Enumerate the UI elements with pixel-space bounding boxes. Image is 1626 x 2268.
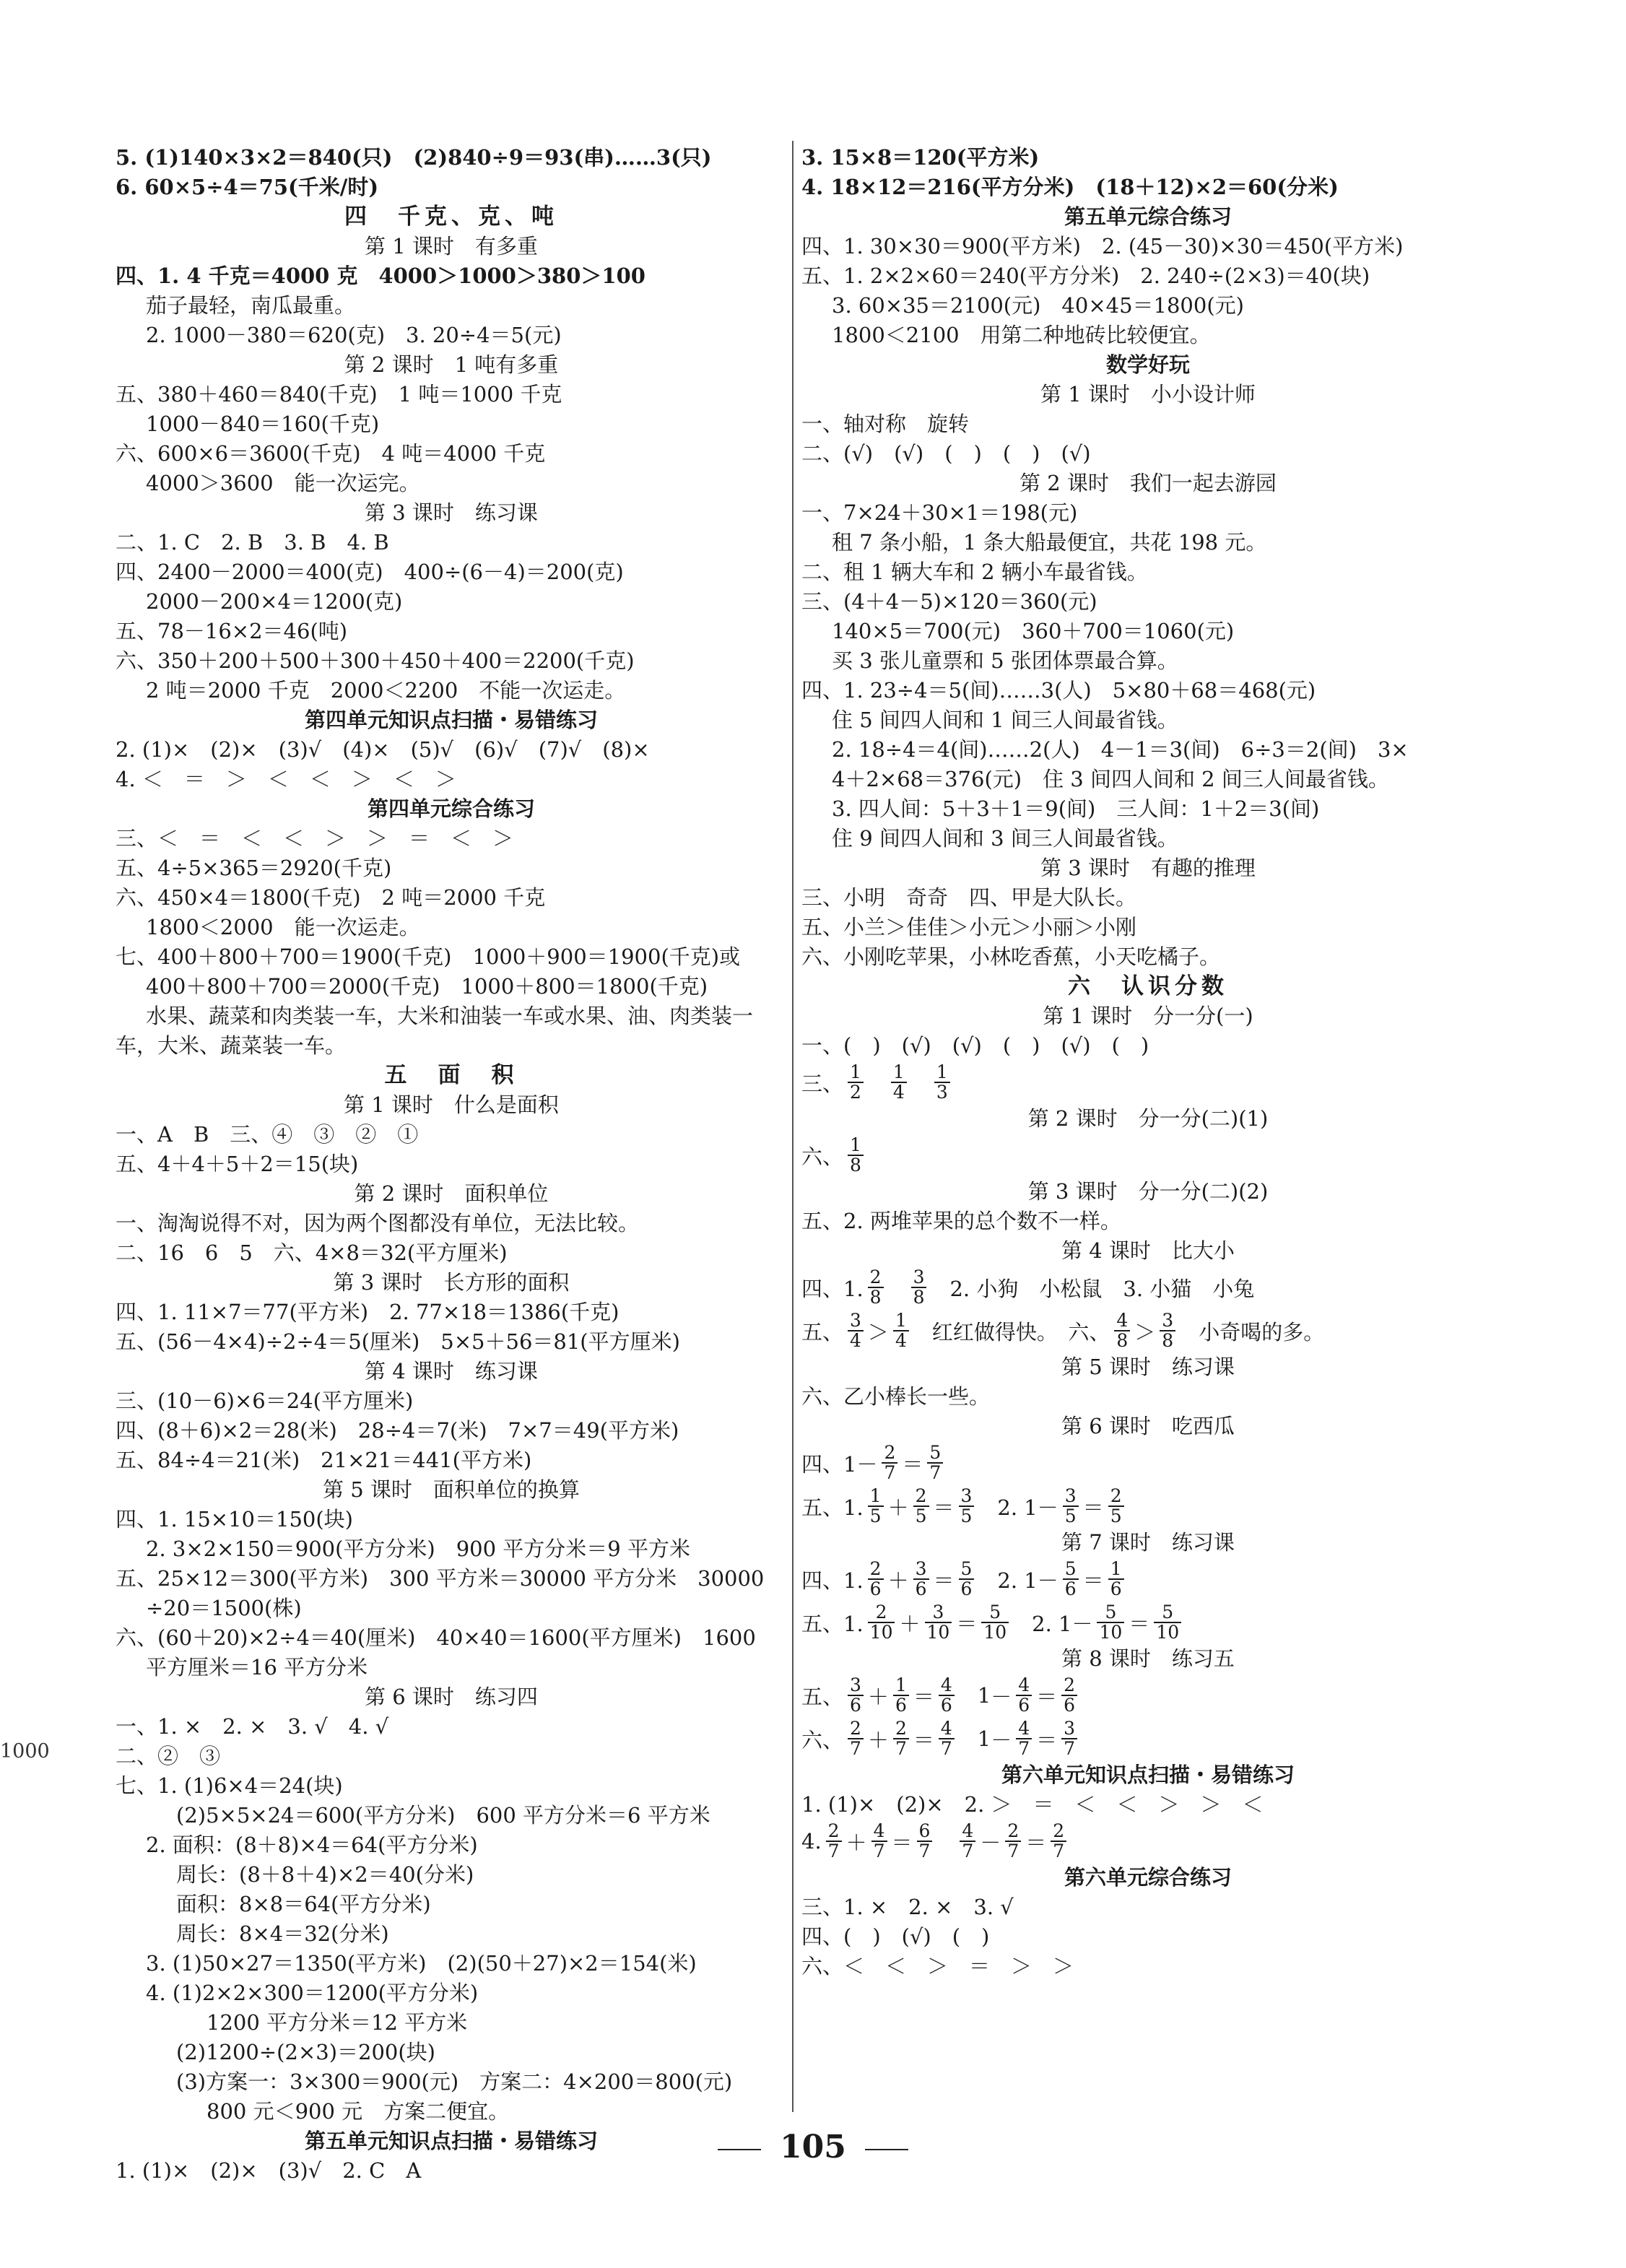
fraction: $\frac{2}{8}$ [868,1268,884,1307]
answer-label: 五、1. [801,1495,864,1520]
answer-line: 五、78－16×2＝46(吨) [116,619,348,643]
answer-line: 六、小刚吃苹果，小林吃香蕉，小天吃橘子。 [801,944,1221,969]
answer-line: 五、84÷4＝21(米) 21×21＝441(平方米) [116,1448,532,1472]
fraction: $\frac{4}{7}$ [871,1822,887,1861]
answer-line: 三、小明 奇奇 四、甲是大队长。 [801,885,1137,910]
lesson-title: 第 1 课时 什么是面积 [344,1092,559,1117]
section-title: 第五单元知识点扫描・易错练习 [304,2129,598,2153]
answer-line: 五、小兰＞佳佳＞小元＞小丽＞小刚 [801,915,1137,939]
operator: ＝ [1036,1727,1058,1752]
answer-line: 七、1. (1)6×4＝24(块) [116,1773,343,1798]
answer-line: 水果、蔬菜和肉类装一车，大米和油装一车或水果、油、肉类装一 [146,1004,754,1028]
operator: － [980,1830,1001,1855]
page-number-text: 105 [780,2129,846,2165]
fraction-answer-line [801,1601,1495,1644]
operator: ＋ [887,1568,909,1593]
fraction: $\frac{5}{7}$ [927,1443,943,1482]
answer-line: 六、450×4＝1800(千克) 2 吨＝2000 千克 [116,885,546,910]
operator: ＝ [1036,1684,1058,1709]
answer-line: ÷20＝1500(株) [146,1596,302,1620]
fraction: $\frac{1}{8}$ [848,1136,864,1175]
lesson-title: 第 1 课时 分一分(一) [1043,1004,1253,1028]
answer-label: 2. 1－ [997,1495,1058,1520]
unit-title: 四 千克、克、吨 [344,204,558,230]
answer-line: 七、400＋800＋700＝1900(千克) 1000＋900＝1900(千克)或 [116,944,741,969]
fraction: $\frac{1}{6}$ [1108,1560,1124,1599]
answer-label: 五、1. [801,1611,864,1636]
answer-label: 三、 [801,1071,844,1096]
operator: ＋ [867,1684,889,1709]
answer-line: 五、4＋4＋5＋2＝15(块) [116,1152,359,1176]
answer-label: 六、 [801,1727,844,1752]
operator: ＝ [891,1830,913,1855]
answer-line: 五、25×12＝300(平方米) 300 平方米＝30000 平方分米 30000 [116,1566,765,1591]
answer-line: 六、(60＋20)×2÷4＝40(厘米) 40×40＝1600(平方厘米) 1600 [116,1625,756,1650]
answer-line: 3. 60×35＝2100(元) 40×45＝1800(元) [832,293,1244,318]
fraction: $\frac{6}{7}$ [917,1822,933,1861]
lesson-title: 第 4 课时 练习课 [365,1359,538,1383]
answer-line: 茄子最轻，南瓜最重。 [146,293,356,318]
lesson-title: 第 6 课时 吃西瓜 [1061,1414,1235,1438]
operator: ＝ [1082,1495,1104,1520]
answer-line: 四、( ) (√) ( ) [801,1924,990,1949]
fraction: $\frac{2}{7}$ [893,1719,909,1758]
answer-line: 买 3 张儿童票和 5 张团体票最合算。 [832,648,1178,673]
fraction: $\frac{1}{2}$ [848,1063,864,1102]
answer-label: 2. 1－ [997,1568,1058,1593]
answer-line: 五、1. 2×2×60＝240(平方分米) 2. 240÷(2×3)＝40(块) [801,264,1370,288]
answer-line: 平方厘米＝16 平方分米 [146,1655,368,1680]
answer-line: 一、7×24＋30×1＝198(元) [801,500,1078,525]
answer-line: 五、(56－4×4)÷2÷4＝5(厘米) 5×5＋56＝81(平方厘米) [116,1329,680,1354]
fraction: $\frac{2}{7}$ [826,1822,842,1861]
answer-line: (2)1200÷(2×3)＝200(块) [176,2040,435,2064]
fraction: $\frac{3}{4}$ [848,1311,864,1350]
section-title: 第六单元综合练习 [1064,1865,1232,1890]
answer-line: 6. 60×5÷4＝75(千米/时) [116,175,379,199]
answer-line: 2. 18÷4＝4(间)……2(人) 4－1＝3(间) 6÷3＝2(间) 3× [832,737,1409,762]
answer-line: 六、350＋200＋500＋300＋450＋400＝2200(千克) [116,648,635,673]
section-title: 第六单元知识点扫描・易错练习 [1001,1763,1295,1787]
unit-title: 六 认识分数 [1068,973,1228,999]
answer-line: 1800＜2000 能一次运走。 [146,915,420,939]
answer-line: 二、租 1 辆大车和 2 辆小车最省钱。 [801,560,1148,584]
fraction-answer-line [801,1309,1495,1352]
number: 1 [977,1726,991,1751]
answer-label: 五、 [801,1319,844,1344]
operator: ＋ [899,1611,921,1636]
fraction: $\frac{1}{4}$ [893,1311,909,1350]
fraction: $\frac{5}{6}$ [1063,1560,1079,1599]
answer-line: 四、(8＋6)×2＝28(米) 28÷4＝7(米) 7×7＝49(平方米) [116,1418,679,1443]
answer-label: 四、1－ [801,1451,878,1477]
answer-line: 二、1. C 2. B 3. B 4. B [116,530,389,555]
operator: ＝ [913,1684,934,1709]
answer-line: 1. (1)× (2)× (3)√ 2. C A [116,2158,422,2183]
fraction: $\frac{2}{7}$ [1051,1822,1066,1861]
answer-line: 5. (1)140×3×2＝840(只) (2)840÷9＝93(串)……3(只) [116,145,712,170]
answer-line: 1800＜2100 用第二种地砖比较便宜。 [832,323,1211,347]
fraction: $\frac{3}{5}$ [959,1487,975,1526]
page-number [0,2129,1626,2165]
lesson-title: 第 6 课时 练习四 [365,1685,538,1709]
fraction-answer-line [801,1674,1495,1717]
fraction: $\frac{4}{7}$ [939,1719,955,1758]
answer-line: 140×5＝700(元) 360＋700＝1060(元) [832,619,1235,643]
answer-line: 4. (1)2×2×300＝1200(平方分米) [146,1981,479,2005]
answer-label: 四、1. [801,1568,864,1593]
answer-line: 一、淘淘说得不对，因为两个图都没有单位，无法比较。 [116,1211,640,1235]
answer-line: 六、600×6＝3600(千克) 4 吨＝4000 千克 [116,441,546,466]
answer-line: (2)5×5×24＝600(平方分米) 600 平方分米＝6 平方米 [176,1803,710,1828]
fraction: $\frac{3}{8}$ [1160,1311,1175,1350]
fraction: $\frac{4}{7}$ [960,1822,975,1861]
answer-label: 四、1. [801,1276,864,1301]
answer-line: 2. 面积：(8＋8)×4＝64(平方分米) [146,1833,478,1857]
lesson-title: 第 2 课时 我们一起去游园 [1019,471,1277,495]
answer-line: 2. 1000－380＝620(克) 3. 20÷4＝5(元) [146,323,562,347]
section-title: 第五单元综合练习 [1064,204,1232,229]
page-number-dash [718,2149,761,2150]
fraction: $\frac{4}{6}$ [939,1676,955,1715]
answer-line: 3. 15×8＝120(平方米) [801,145,1040,170]
section-title: 第四单元综合练习 [367,796,535,821]
answer-label: 五、 [801,1684,844,1709]
answer-line: 一、A B 三、④ ③ ② ① [116,1122,419,1147]
fraction: $\frac{3}{5}$ [1063,1487,1079,1526]
operator: ＝ [1025,1830,1047,1855]
fraction: $\frac{5}{10}$ [981,1603,1009,1642]
answer-line: 五、2. 两堆苹果的总个数不一样。 [801,1209,1121,1233]
operator: ＋ [845,1830,867,1855]
unit-title: 数学好玩 [1105,352,1190,377]
answer-text: 小奇喝的多。 [1199,1319,1325,1344]
fraction: $\frac{1}{6}$ [893,1676,909,1715]
operator: ＝ [933,1495,955,1520]
fraction: $\frac{3}{10}$ [925,1603,952,1642]
lesson-title: 第 2 课时 1 吨有多重 [344,352,559,377]
answer-line: 住 9 间四人间和 3 间三人间最省钱。 [832,826,1178,851]
operator: ＝ [1082,1568,1104,1593]
fraction-answer-line [801,1441,1495,1485]
fraction: $\frac{4}{8}$ [1114,1311,1130,1350]
lesson-title: 第 2 课时 面积单位 [354,1181,549,1206]
answer-line: 400＋800＋700＝2000(千克) 1000＋800＝1800(千克) [146,974,708,999]
answer-line: 4＋2×68＝376(元) 住 3 间四人间和 2 间三人间最省钱。 [832,767,1389,791]
fraction-answer-line [801,1061,1495,1104]
fraction: $\frac{2}{7}$ [848,1719,864,1758]
operator: ＝ [956,1611,978,1636]
operator: ＝ [902,1451,923,1477]
left-column [116,143,787,2186]
answer-line: 三、＜ ＝ ＜ ＜ ＞ ＞ ＝ ＜ ＞ [116,826,514,851]
lesson-title: 第 3 课时 有趣的推理 [1040,856,1256,880]
fraction-answer-line [801,1485,1495,1528]
answer-line: 车，大米、蔬菜装一车。 [116,1033,347,1058]
operator: ＝ [933,1568,955,1593]
answer-line: 四、2400－2000＝400(克) 400÷(6－4)＝200(克) [116,560,624,584]
answer-line: 1000－840＝160(千克) [146,412,380,436]
operator: ＝ [1129,1611,1150,1636]
fraction: $\frac{1}{5}$ [868,1487,884,1526]
fraction-answer-line [801,1820,1495,1863]
answer-label: 2. 1－ [1032,1611,1093,1636]
fraction: $\frac{3}{8}$ [911,1268,927,1307]
lesson-title: 第 4 课时 比大小 [1061,1238,1235,1263]
fraction: $\frac{4}{7}$ [1016,1719,1032,1758]
fraction: $\frac{2}{5}$ [913,1487,929,1526]
operator: － [991,1684,1012,1709]
fraction: $\frac{5}{10}$ [1154,1603,1181,1642]
lesson-title: 第 1 课时 小小设计师 [1040,382,1256,407]
fraction-answer-line [801,1134,1495,1177]
answer-line: 1200 平方分米＝12 平方米 [206,2010,468,2035]
answer-line: 4. 18×12＝216(平方分米) (18＋12)×2＝60(分米) [801,175,1339,199]
operator: － [991,1727,1012,1752]
answer-line: 三、(4＋4－5)×120＝360(元) [801,589,1097,614]
answer-line: 一、( ) (√) (√) ( ) (√) ( ) [801,1033,1149,1058]
answer-line: 4000＞3600 能一次运完。 [146,471,420,495]
fraction: $\frac{3}{7}$ [1061,1719,1077,1758]
answer-line: 2. 3×2×150＝900(平方分米) 900 平方分米＝9 平方米 [146,1537,690,1561]
page-number-dash [865,2149,908,2150]
answer-line: 周长：(8＋8＋4)×2＝40(分米) [176,1862,474,1887]
fraction: $\frac{2}{6}$ [868,1560,884,1599]
answer-line: 四、1. 23÷4＝5(间)……3(人) 5×80＋68＝468(元) [801,678,1316,703]
operator: ＞ [867,1319,889,1344]
answer-line: 四、1. 4 千克＝4000 克 4000＞1000＞380＞100 [116,264,645,288]
answer-line: 一、1. × 2. × 3. √ 4. √ [116,1714,389,1739]
lesson-title: 第 1 课时 有多重 [365,234,538,258]
answer-line: 四、1. 30×30＝900(平方米) 2. (45－30)×30＝450(平方米) [801,234,1404,258]
answer-line: 800 元＜900 元 方案二便宜。 [206,2099,510,2124]
fraction: $\frac{2}{10}$ [868,1603,895,1642]
answer-line: 面积：8×8＝64(平方分米) [176,1892,431,1916]
lesson-title: 第 3 课时 长方形的面积 [333,1270,570,1295]
answer-line: 2. (1)× (2)× (3)√ (4)× (5)√ (6)√ (7)√ (8)× [116,737,650,762]
answer-line: 周长：8×4＝32(分米) [176,1921,389,1946]
answer-line: 一、轴对称 旋转 [801,412,970,436]
fraction: $\frac{5}{10}$ [1097,1603,1124,1642]
answer-line: 1. (1)× (2)× 2. ＞ ＝ ＜ ＜ ＞ ＞ ＜ [801,1792,1264,1817]
answer-label: 六、 [801,1144,844,1169]
answer-line: 四、1. 11×7＝77(平方米) 2. 77×18＝1386(千克) [116,1300,619,1324]
margin-number: 1000 [0,1740,50,1763]
fraction: $\frac{5}{6}$ [959,1560,975,1599]
answer-line: 住 5 间四人间和 1 间三人间最省钱。 [832,708,1178,732]
fraction-answer-line [801,1266,1495,1309]
fraction: $\frac{2}{7}$ [1005,1822,1021,1861]
answer-line: 六、＜ ＜ ＞ ＝ ＞ ＞ [801,1954,1074,1978]
fraction: $\frac{2}{5}$ [1108,1487,1124,1526]
fraction: $\frac{2}{7}$ [882,1443,897,1482]
answer-line: 四、1. 15×10＝150(块) [116,1507,353,1531]
answer-label: 4. [801,1829,822,1854]
answer-line: 2 吨＝2000 千克 2000＜2200 不能一次运走。 [146,678,626,703]
fraction: $\frac{1}{3}$ [934,1063,950,1102]
column-divider [792,141,794,2112]
answer-line: 3. (1)50×27＝1350(平方米) (2)(50＋27)×2＝154(米) [146,1951,697,1976]
fraction: $\frac{4}{6}$ [1016,1676,1032,1715]
answer-line: 五、380＋460＝840(千克) 1 吨＝1000 千克 [116,382,562,407]
answer-text: 2. 小狗 小松鼠 3. 小猫 小兔 [949,1276,1255,1301]
answer-line: 4. ＜ ＝ ＞ ＜ ＜ ＞ ＜ ＞ [116,767,456,791]
answer-line: (3)方案一：3×300＝900(元) 方案二：4×200＝800(元) [176,2069,733,2094]
fraction-answer-line [801,1717,1495,1760]
fraction: $\frac{1}{4}$ [891,1063,907,1102]
operator: ＝ [913,1727,934,1752]
answer-line: 三、1. × 2. × 3. √ [801,1895,1014,1919]
answer-line: 租 7 条小船，1 条大船最便宜，共花 198 元。 [832,530,1267,555]
section-title: 第四单元知识点扫描・易错练习 [304,708,598,732]
lesson-title: 第 3 课时 分一分(二)(2) [1027,1179,1269,1204]
right-column [801,143,1495,1981]
lesson-title: 第 8 课时 练习五 [1061,1646,1235,1671]
answer-line: 二、(√) (√) ( ) ( ) (√) [801,441,1091,466]
fraction-answer-line [801,1557,1495,1601]
operator: ＞ [1134,1319,1156,1344]
lesson-title: 第 7 课时 练习课 [1061,1530,1235,1555]
lesson-title: 第 2 课时 分一分(二)(1) [1027,1106,1269,1131]
answer-line: 二、② ③ [116,1744,221,1768]
fraction: $\frac{2}{6}$ [1061,1676,1077,1715]
lesson-title: 第 5 课时 练习课 [1061,1355,1235,1379]
operator: ＋ [887,1495,909,1520]
answer-line: 3. 四人间：5＋3＋1＝9(间) 三人间：1＋2＝3(间) [832,796,1320,821]
number: 1 [977,1683,991,1708]
answer-line: 二、16 6 5 六、4×8＝32(平方厘米) [116,1241,508,1265]
lesson-title: 第 5 课时 面积单位的换算 [323,1477,580,1502]
answer-text: 红红做得快。 六、 [931,1319,1110,1344]
answer-line: 三、(10－6)×6＝24(平方厘米) [116,1389,414,1413]
answer-line: 五、4÷5×365＝2920(千克) [116,856,392,880]
lesson-title: 第 3 课时 练习课 [365,500,538,525]
fraction: $\frac{3}{6}$ [913,1560,929,1599]
operator: ＋ [867,1727,889,1752]
answer-line: 六、乙小棒长一些。 [801,1384,991,1409]
fraction: $\frac{3}{6}$ [848,1676,864,1715]
answer-line: 2000－200×4＝1200(克) [146,589,403,614]
unit-title: 五 面 积 [384,1062,518,1088]
